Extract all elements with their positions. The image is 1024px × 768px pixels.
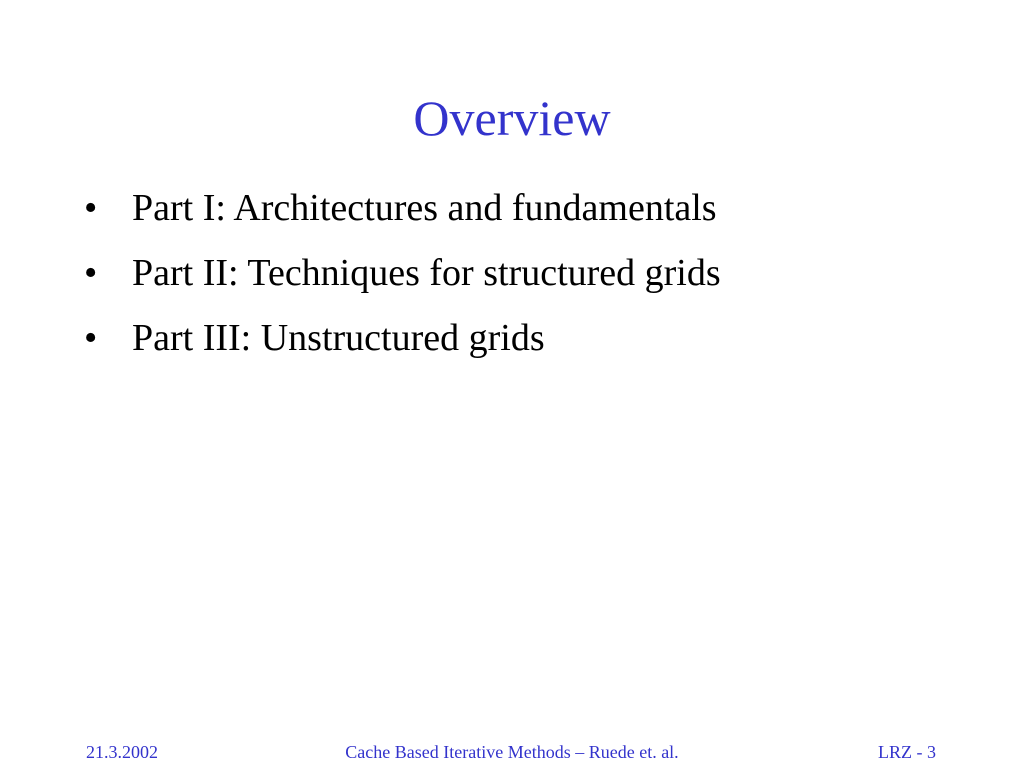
- bullet-icon: •: [84, 252, 98, 294]
- bullet-text: Part III: Unstructured grids: [132, 317, 545, 359]
- bullet-icon: •: [84, 187, 98, 229]
- bullet-icon: •: [84, 317, 98, 359]
- footer-title: Cache Based Iterative Methods – Ruede et. al.: [345, 742, 679, 762]
- footer-date: 21.3.2002: [86, 742, 158, 762]
- bullet-text: Part I: Architectures and fundamentals: [132, 187, 717, 229]
- slide-title: Overview: [413, 90, 611, 146]
- bullet-text: Part II: Techniques for structured grids: [132, 252, 721, 294]
- footer-page-number: LRZ - 3: [878, 742, 936, 762]
